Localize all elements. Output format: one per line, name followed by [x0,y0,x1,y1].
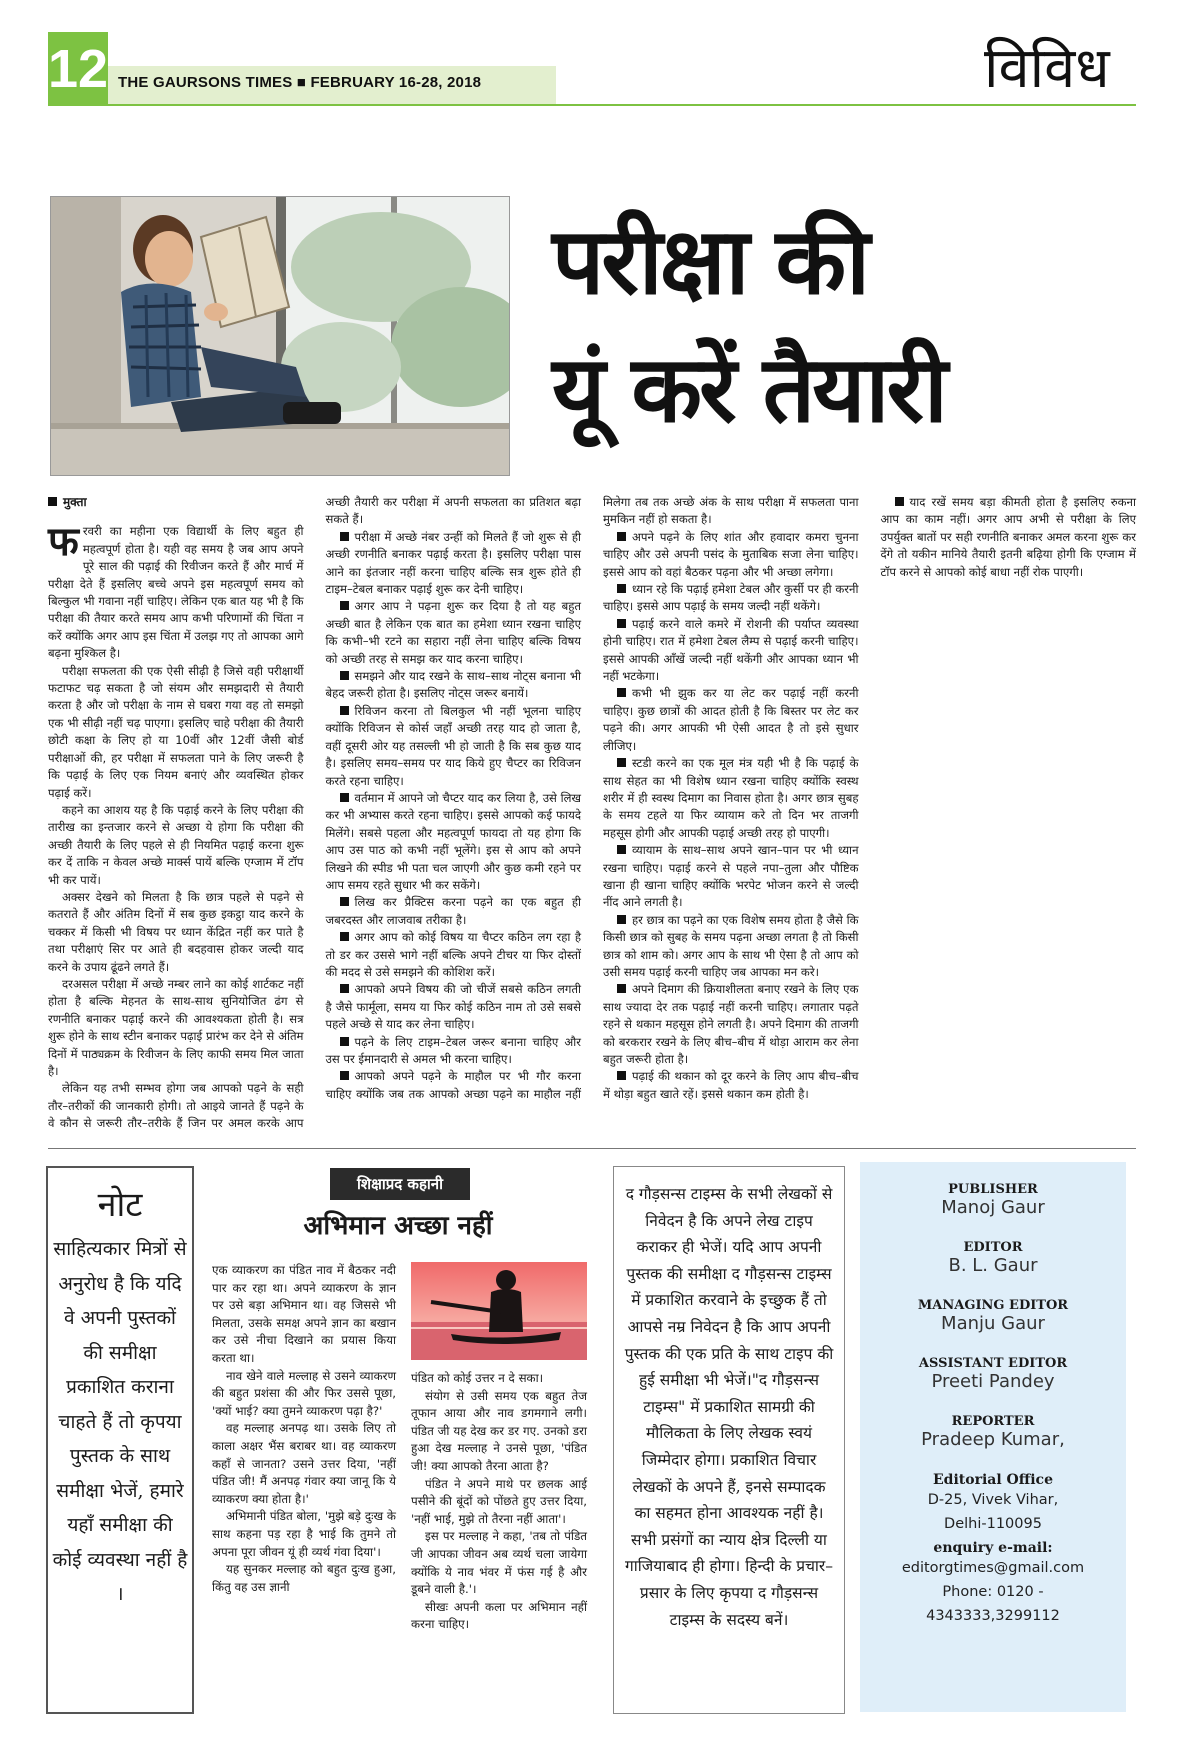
article-tip [603,912,859,982]
staff-box [860,1162,1126,1712]
bullet-square [340,671,349,680]
paragraph-text: दरअसल परीक्षा में अच्छे नम्बर लाने का कोई शार्टकट नहीं होता है बल्कि मेहनत के साथ-साथ सुनियोजित ढंग से रणनीति बनाकर पढ़ाई करने की आवश्यकता होती है। सत्र शुरू होने के साथ स्टीन बनाकर पढ़ाई प्रारंभ कर देने से अंतिम दिनों में पाठ्यक्रम के रिवीजन के लिए काफी समय मिल जाता है। [48,976,304,1078]
bullet-square [340,897,349,906]
story-paragraph: वह मल्लाह अनपढ़ था। उसके लिए तो काला अक्षर भैंस बराबर था। वह व्याकरण कहाँ से जानता? उसने उत्तर दिया, 'नहीं पंडित जी! मैं अनपढ़ गंवार क्या जानू कि ये व्याकरण क्या होता है।' [212,1421,396,1506]
bullet-square [340,984,349,993]
office-address-2: Delhi-110095 [944,1516,1042,1532]
bullet-square [895,497,904,506]
paragraph-text: पढ़ाई की थकान को दूर करने के लिए आप बीच–बीच में थोड़ा बहुत खाते रहें। इससे थकान कम होती है। [603,1069,859,1101]
article-tip [603,842,859,912]
staff-list [860,1162,1126,1450]
staff-name: B. L. Gaur [948,1255,1038,1276]
paragraph-text: रवरी का महीना एक विद्यार्थी के लिए बहुत ही महत्वपूर्ण होता है। यही वह समय है जब आप अपने पूरे साल की पढ़ाई की रिवीजन करते हैं और मार्च में परीक्षा देते हैं इसलिए बच्चे अपने इस महत्वपूर्ण समय को बिल्कुल भी गवाना नहीं चाहिए। लेकिन एक बात यह भी है कि परीक्षा की तैयार करते समय आप कभी परिणामों की चिंता न करें क्योंकि अगर आप इस चिंता में उलझ गए तो आपका आगे बढ़ना मुश्किल है। [48,524,304,661]
article-tip [603,616,859,686]
note-box [46,1166,194,1714]
bullet-square [340,1037,349,1046]
masthead-rule [108,104,1136,106]
article-paragraph [48,519,304,662]
bullet-square [617,688,626,697]
article-tip [603,685,859,755]
story-paragraph: इस पर मल्लाह ने कहा, 'तब तो पंडित जी आपका जीवन अब व्यर्थ चला जायेगा क्योंकि ये नाव भंवर में फंस गई है और डूबने वाली है.'। [411,1529,587,1597]
paragraph-text: अक्सर देखने को मिलता है कि छात्र पहले से पढ़ने से कतराते हैं और अंतिम दिनों में सब कुछ इकट्ठा याद करने के चक्कर में किसी भी विषय पर ध्यान केंद्रित नहीं कर पाते है तथा परीक्षाएं सिर पर आते ही बदहवास होकर जल्दी याद करने के उपाय ढूंढने लगते हैं। [48,889,304,974]
staff-name: Manoj Gaur [941,1197,1045,1218]
paragraph-text: याद रखें समय बड़ा कीमती होता है इसलिए रुकना आप का काम नहीं। अगर आप अभी से परीक्षा के लिए उपर्युक्त बातों पर सही रणनीति बनाकर अमल करना शुरू कर देंगे तो यकीन मानिये तैयारी इतनी बढ़िया होगी कि एग्जाम में टॉप करने से आपको कोई बाधा नहीं रोक पाएगी। [880,495,1136,579]
paragraph-text: आपको अपने विषय की जो चीजें सबसे कठिन लगती है जैसे फार्मूला, समय या फिर कोई कठिन नाम तो उसे सबसे पहले अच्छे से याद कर लेना चाहिए। [325,982,581,1032]
article-tip [603,981,859,1068]
paragraph-text: वर्तमान में आपने जो चैप्टर याद कर लिया है, उसे लिख कर भी अभ्यास करते रहना चाहिए। इससे आपको कई फायदे मिलेंगे। सबसे पहला और महत्वपूर्ण फायदा तो यह होगा कि आप उस पाठ को कभी नहीं भूलेंगे। इस से आप को अपने लिखने की स्पीड भी पता चल जाएगी और कुछ कमी रहने पर आप समय रहते सुधार भी कर सकेंगे। [325,790,581,892]
section-title: विविध [984,36,1110,101]
story-column-2 [411,1370,587,1634]
staff-role: REPORTER [951,1414,1035,1429]
paragraph-text: ध्यान रहे कि पढ़ाई हमेशा टेबल और कुर्सी पर ही करनी चाहिए। इससे आप पढ़ाई के समय जल्दी नहीं थकेंगे। [603,582,859,614]
paragraph-text: अगर आप को कोई विषय या चैप्टर कठिन लग रहा है तो डर कर उससे भागे नहीं बल्कि अपने टीचर या फिर दोस्तों की मदद से उसे समझने की कोशिश करें। [325,930,581,979]
story-column-1 [212,1262,396,1596]
article-tip [326,668,582,703]
bullet-square [617,845,626,854]
paragraph-text: स्टडी करने का एक मूल मंत्र यही भी है कि पढ़ाई के साथ सेहत का भी विशेष ध्यान रखना चाहिए क्योंकि स्वस्थ शरीर में ही स्वस्थ दिमाग का निवास होता है। अगर छात्र सुबह के समय टहले या फिर व्यायाम करे तो दिन भर ताजगी महसूस होगी और आपकी पढ़ाई अच्छी तरह हो पाएगी। [603,756,859,840]
paragraph-text: अपने पढ़ने के लिए शांत और हवादार कमरा चुनना चाहिए और उसे अपनी पसंद के मुताबिक सजा लेना चाहिए। इससे आप को वहां बैठकर पढ़ना और भी अच्छा लगेगा। [603,529,859,579]
bullet-square [340,532,349,541]
paragraph-text: हर छात्र का पढ़ने का एक विशेष समय होता है जैसे कि किसी छात्र को सुबह के समय पढ़ना अच्छा लगता है तो किसी छात्र को शाम को। अगर आप के साथ भी ऐसा है तो आप को उसी समय पढ़ाई करनी चाहिए जब आपका मन करे। [603,912,859,979]
staff-role: PUBLISHER [948,1182,1038,1197]
notice-box [613,1166,845,1714]
article-tip [326,929,582,981]
bullet-square [340,793,349,802]
bullet-square [48,497,57,506]
story-paragraph: सीखः अपनी कला पर अभिमान नहीं करना चाहिए। [411,1599,587,1632]
article-paragraph [48,802,304,889]
story-paragraph: नाव खेने वाले मल्लाह से उसने व्याकरण की बहुत प्रशंसा की और फिर उससे पूछा, 'क्यों भाई? क्या तुमने व्याकरण पढ़ा है?' [212,1368,396,1418]
article-tip [881,494,1137,581]
staff-role: MANAGING EDITOR [917,1298,1069,1313]
bullet-square [617,584,626,593]
main-article [48,494,1136,1136]
article-paragraph [48,889,304,976]
staff-name: Manju Gaur [941,1313,1045,1334]
article-tip [326,598,582,668]
paragraph-text: लेकिन यह तभी सम्भव होगा जब आपको पढ़ने के सही तौर–तरीकों की जानकारी होगी। तो आइये जानते हैं पढ़ने के वे कौन से जरूरी तौर–तरीके हैं जिन पर अमल करके आप अच्छी तैयारी कर परीक्षा में अपनी सफलता का प्रतिशत बढ़ा सकते हैं। [48,495,581,1131]
note-text: साहित्यकार मित्रों से अनुरोध है कि यदि वे अपनी पुस्तकों की समीक्षा प्रकाशित कराना चाहते हैं तो कृपया पुस्तक के साथ समीक्षा भेजें, हमारे यहाँ समीक्षा की कोई व्यवस्था नहीं है । [52,1238,188,1605]
bullet-square [340,706,349,715]
bullet-square [617,1071,626,1080]
article-divider [48,1148,1136,1149]
drop-cap: फ [48,519,79,566]
office-address-1: D-25, Vivek Vihar, [927,1492,1059,1508]
story-paragraph: पंडित ने अपने माथे पर छलक आई पसीने की बूंदों को पोंछते हुए उत्तर दिया, 'नहीं भाई, मुझे तो तैरना नहीं आता'। [411,1476,587,1526]
story-paragraph: संयोग से उसी समय एक बहुत तेज तूफान आया और नाव डगमगाने लगी। पंडित जी यह देख कर डर गए. उनको डरा हुआ देख मल्लाह ने उनसे पूछा, 'पंडित जी! क्या आपको तैरना आता है? [411,1388,587,1473]
email-label: enquiry e-mail: [933,1540,1053,1556]
article-tip [326,790,582,894]
bullet-square [617,619,626,628]
headline-line-2: यूं करें तैयारी [552,336,945,443]
headline-line-1: परीक्षा की [552,208,868,315]
bullet-square [340,1071,349,1080]
paragraph-text: परीक्षा सफलता की एक ऐसी सीढ़ी है जिसे वही परीक्षार्थी फटाफट चढ़ सकता है जो संयम और समझदारी से तैयारी करता है और जो परीक्षा के नाम से घबरा गया वह तो समझो एक भी सीढ़ी नहीं चढ़ पाएगा। इसलिए चाहे परीक्षा की तैयारी छोटी कक्षा के लिए हो या 10वीं और 12वीं जैसी बोर्ड परीक्षाओं की, हर परीक्षा में सफलता पाने के लिए जरूरी है कि पढ़ाई के लिए एक नियम बनाएं और व्यवस्थित होकर पढ़ाई करें। [48,663,304,800]
bullet-square [340,932,349,941]
paper-info: THE GAURSONS TIMES ■ FEBRUARY 16-28, 2018 [118,74,482,91]
bullet-square [617,984,626,993]
paragraph-text: अगर आप ने पढ़ना शुरू कर दिया है तो यह बहुत अच्छी बात है लेकिन एक बात का हमेशा ध्यान रखना चाहिए कि कभी–भी रटने का सहारा नहीं लेना चाहिए बल्कि विषय को अच्छी तरह से समझ कर याद करना चाहिए। [325,599,581,666]
story-paragraph: यह सुनकर मल्लाह को बहुत दुःख हुआ, किंतु वह उस ज्ञानी [212,1562,396,1594]
paragraph-text: पढ़ने के लिए टाइम–टेबल जरूर बनाना चाहिए और उस पर ईमानदारी से अमल भी करना चाहिए। [325,1034,581,1066]
paragraph-text: लिख कर प्रैक्टिस करना पढ़ने का एक बहुत ही जबरदस्त और लाजवाब तरीका है। [325,895,581,927]
paragraph-text: रिविजन करना तो बिलकुल भी नहीं भूलना चाहिए क्योंकि रिविजन से कोर्स जहाँ अच्छी तरह याद हो जाता है, वहीं दूसरी ओर यह तसल्ली भी हो जाती है कि सब कुछ याद है। इसलिए समय–समय पर याद किये हुए चैप्टर का रिविजन करते रहना चाहिए। [325,703,581,788]
article-paragraph [48,663,304,802]
article-tip [326,1034,582,1069]
article-tip [603,755,859,842]
paragraph-text: अपने दिमाग की क्रियाशीलता बनाए रखने के लिए एक साथ ज्यादा देर तक पढ़ाई नहीं करनी चाहिए। लगातार पढ़ते रहने से थकान महसूस होने लगती है। अपने दिमाग की ताजगी को बरकरार रखने के लिए बीच–बीच में थोड़ा आराम कर लेना बहुत जरूरी होता है। [603,982,859,1066]
office-label: Editorial Office [933,1472,1053,1488]
paragraph-text: परीक्षा में अच्छे नंबर उन्हीं को मिलते हैं जो शुरू से ही अच्छी रणनीति बनाकर पढ़ाई करता है। इसलिए परीक्षा पास आने का इंतजार नहीं करना चाहिए बल्कि सत्र शुरू होते ही टाइम–टेबल बनाकर पढ़ाई शुरू कर देनी चाहिए। [325,529,581,597]
bullet-square [340,601,349,610]
story-paragraph: अभिमानी पंडित बोला, 'मुझे बड़े दुःख के साथ कहना पड़ रहा है भाई कि तुमने तो अपना पूरा जीवन यूं ही व्यर्थ गंवा दिया'। [212,1509,396,1559]
byline-name: मुक्ता [63,495,87,509]
article-tip [326,894,582,929]
article-paragraph [48,976,304,1080]
paragraph-text: कभी भी झुक कर या लेट कर पढ़ाई नहीं करनी चाहिए। कुछ छात्रों की आदत होती है कि बिस्तर पर लेट कर पढ़ने की। अगर आपकी भी ऐसी आदत है तो इसे सुधार लीजिए। [603,686,859,753]
staff-role: ASSISTANT EDITOR [918,1356,1068,1371]
bullet-square [617,758,626,767]
paragraph-text: व्यायाम के साथ–साथ अपने खान–पान पर भी ध्यान रखना चाहिए। पढ़ाई करने से पहले नपा–तुला और पौष्टिक खाना ही खाना चाहिए क्योंकि भरपेट भोजन करने से जल्दी नींद आने लगती है। [603,843,859,910]
notice-text: द गौड़सन्स टाइम्स के सभी लेखकों से निवेदन है कि अपने लेख टाइप कराकर ही भेजें। यदि आप अपनी पुस्तक की समीक्षा द गौड़सन्स टाइम्स में प्रकाशित करवाने के इच्छुक हैं तो आपसे नम्र निवेदन है कि आप अपनी पुस्तक की एक प्रति के साथ टाइप की हुई समीक्षा भी भेजें।"द गौड़सन्स टाइम्स" में प्रकाशित सामग्री की मौलिकता के लिए लेखक स्वयं जिम्मेदार होगा। प्रकाशित विचार लेखकों के अपने हैं, इनसे सम्पादक का सहमत होना आवश्यक नहीं है। सभी प्रसंगों का न्याय क्षेत्र दिल्ली या गाजियाबाद ही होगा। हिन्दी के प्रचार–प्रसार के लिए कृपया द गौड़सन्स टाइम्स के सदस्य बनें। [624,1185,834,1629]
article-tip [326,529,582,599]
email-address[interactable]: editorgtimes@gmail.com [901,1560,1085,1576]
article-body [48,494,1136,1136]
page-number: 12 [48,32,108,106]
phone-number: 4343333,3299112 [926,1608,1060,1624]
boatman-silhouette-image [411,1262,587,1360]
staff-name: Preeti Pandey [931,1371,1055,1392]
headline [552,198,1172,454]
phone-label: Phone: 0120 - [942,1584,1044,1600]
story-title: अभिमान अच्छा नहीं [303,1211,493,1241]
article-tip [326,703,582,790]
article-tip [603,1068,859,1103]
note-title: नोट [97,1185,143,1225]
bullet-square [617,532,626,541]
article-tip [603,581,859,616]
staff-name: Pradeep Kumar, [921,1429,1065,1450]
story-paragraph: एक व्याकरण का पंडित नाव में बैठकर नदी पार कर रहा था। अपने व्याकरण के ज्ञान पर उसे बड़ा अभिमान था। वह जिससे भी मिलता, उसके समक्ष अपने ज्ञान का बखान कर उसे नीचा दिखाने का प्रयास किया करता था। [212,1263,396,1365]
student-reading-photo [50,196,510,476]
byline [48,494,304,511]
paragraph-text: समझने और याद रखने के साथ–साथ नोट्स बनाना भी बेहद जरूरी होता है। इसलिए नोट्स जरूर बनायें। [325,669,581,701]
paragraph-text: आपको अपने पढ़ने के माहौल पर भी गौर करना चाहिए क्योंकि जब तक आपको अच्छा पढ़ने का माहौल नहीं मिलेगा तब तक अच्छे अंक के साथ परीक्षा में सफलता पाना मुमकिन नहीं हो सकता है। [325,495,859,1101]
article-tip [326,981,582,1033]
paragraph-text: पढ़ाई करने वाले कमरे में रोशनी की पर्याप्त व्यवस्था होनी चाहिए। रात में हमेशा टेबल लैम्प से पढ़ाई करनी चाहिए। इससे आपकी आँखें जल्दी नहीं थकेंगी और आपका ध्यान भी नहीं भटकेगा। [603,616,859,684]
bullet-square [617,915,626,924]
story-tag: शिक्षाप्रद कहानी [330,1168,470,1200]
article-tip [603,529,859,581]
paragraph-text: कहने का आशय यह है कि पढ़ाई करने के लिए परीक्षा की तारीख का इन्तजार करने से अच्छा ये होगा कि परीक्षा की अच्छी तैयारी के लिए पहले से ही नियमित पढ़ाई करना शुरू कर दें ताकि न केवल अच्छे मार्क्स पायें बल्कि एग्जाम में टॉप भी कर पायें। [48,802,304,887]
story-paragraph: पंडित को कोई उत्तर न दे सका। [411,1371,544,1385]
staff-role: EDITOR [963,1240,1023,1255]
